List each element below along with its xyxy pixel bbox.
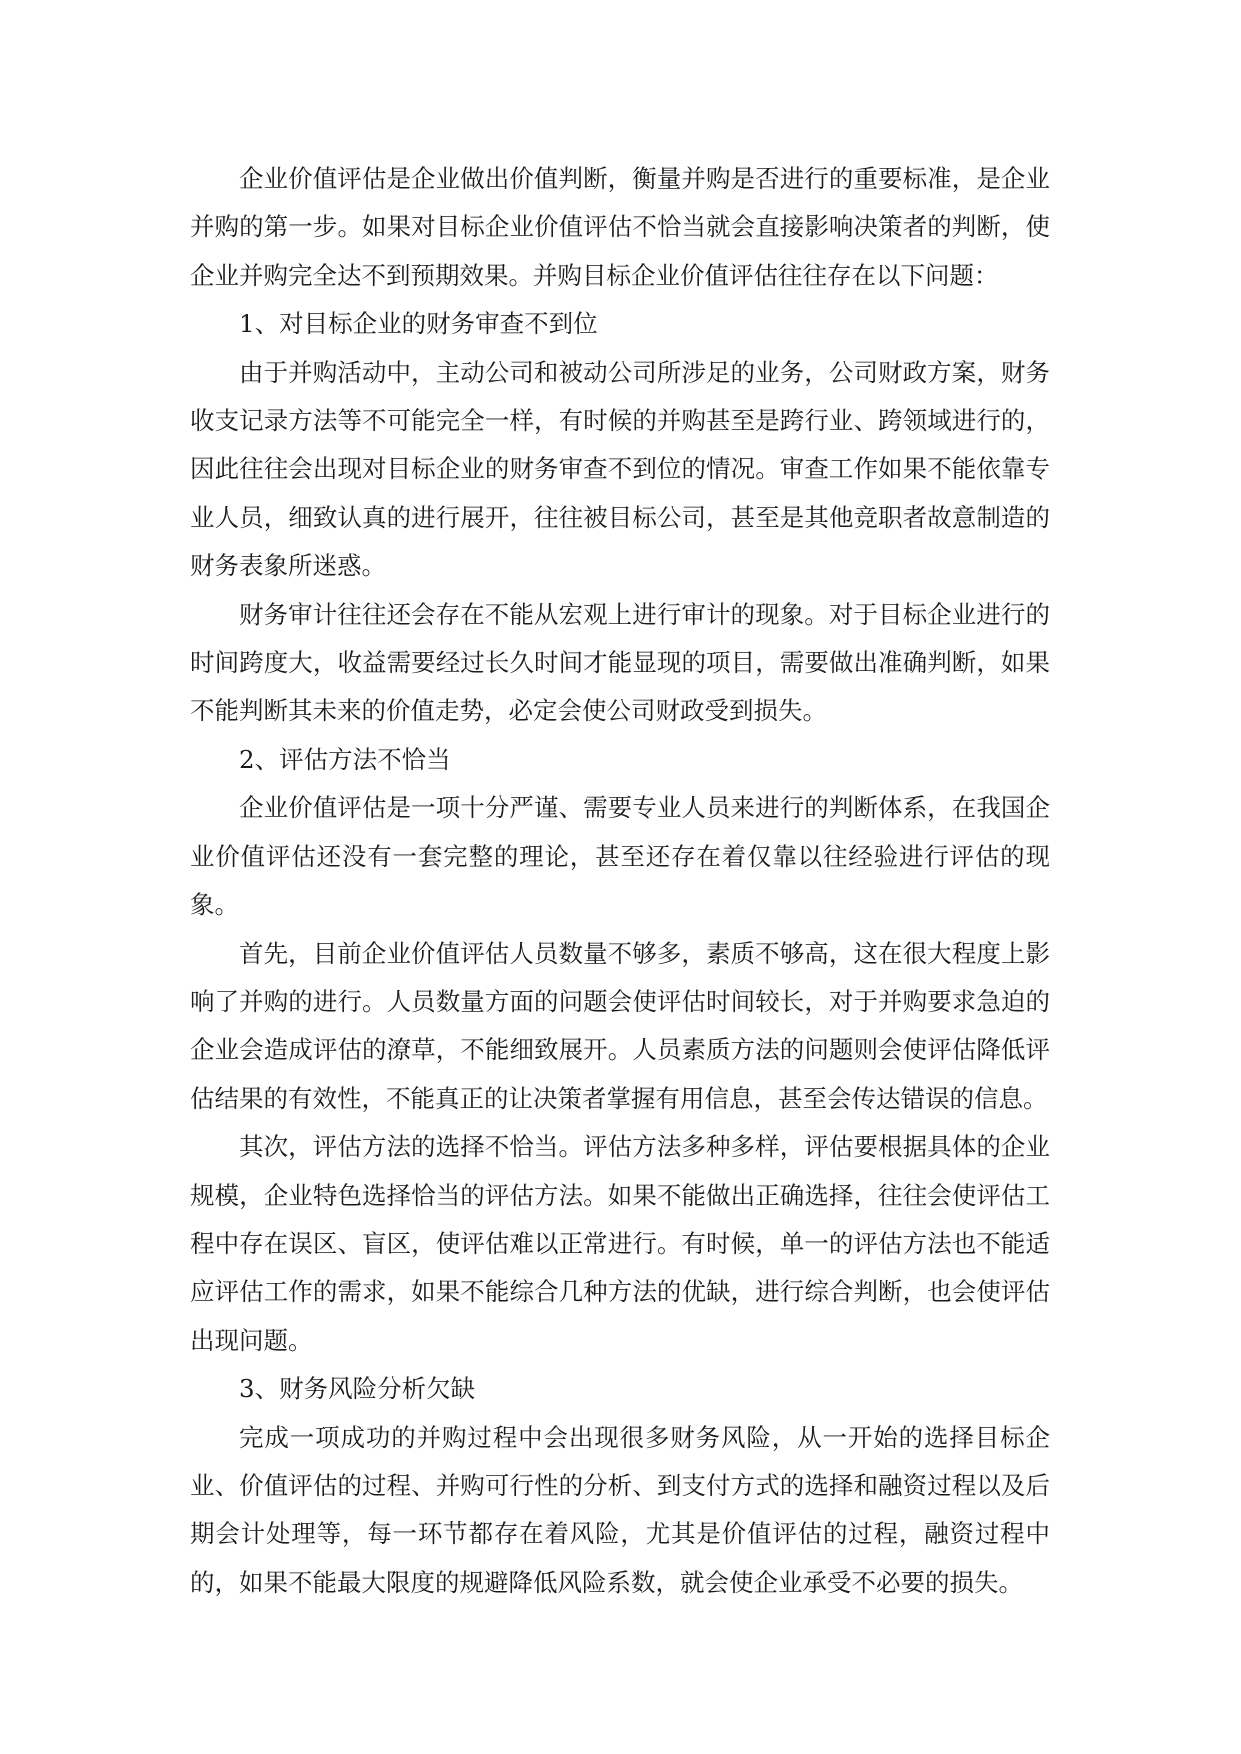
heading-financial-review: 1、对目标企业的财务审查不到位 <box>239 309 598 339</box>
paragraph-evaluation-system: 企业价值评估是一项十分严谨、需要专业人员来进行的判断体系，在我国企业价值评估还没有一套完整的理论，甚至还存在着仅靠以往经验进行评估的现象。 <box>190 793 1050 920</box>
paragraph-financial-review: 由于并购活动中，主动公司和被动公司所涉足的业务，公司财政方案，财务收支记录方法等不可能完全一样，有时候的并购甚至是跨行业、跨领域进行的，因此往往会出现对目标企业的财务审查不到位的情况。审查工作如果不能依靠专业人员，细致认真的进行展开，往往被目标公司，甚至是其他竞职者故意制造的财务表象所迷惑。 <box>190 357 1050 581</box>
document-body <box>190 155 1050 1607</box>
heading-financial-risk: 3、财务风险分析欠缺 <box>239 1374 476 1404</box>
paragraph-intro: 企业价值评估是企业做出价值判断，衡量并购是否进行的重要标准，是企业并购的第一步。如果对目标企业价值评估不恰当就会直接影响决策者的判断，使企业并购完全达不到预期效果。并购目标企业价值评估往往存在以下问题： <box>190 164 1050 290</box>
heading-evaluation-method: 2、评估方法不恰当 <box>239 744 451 774</box>
paragraph-financial-risk: 完成一项成功的并购过程中会出现很多财务风险，从一开始的选择目标企业、价值评估的过程、并购可行性的分析、到支付方式的选择和融资过程以及后期会计处理等，每一环节都存在着风险，尤其是价值评估的过程，融资过程中的，如果不能最大限度的规避降低风险系数，就会使企业承受不必要的损失。 <box>190 1422 1050 1597</box>
paragraph-financial-audit: 财务审计往往还会存在不能从宏观上进行审计的现象。对于目标企业进行的时间跨度大，收益需要经过长久时间才能显现的项目，需要做出准确判断，如果不能判断其未来的价值走势，必定会使公司财政受到损失。 <box>190 599 1050 726</box>
paragraph-method-selection: 其次，评估方法的选择不恰当。评估方法多种多样，评估要根据具体的企业规模，企业特色选择恰当的评估方法。如果不能做出正确选择，往往会使评估工程中存在误区、盲区，使评估难以正常进行。有时候，单一的评估方法也不能适应评估工作的需求，如果不能综合几种方法的优缺，进行综合判断，也会使评估出现问题。 <box>190 1132 1050 1355</box>
paragraph-personnel: 首先，目前企业价值评估人员数量不够多，素质不够高，这在很大程度上影响了并购的进行。人员数量方面的问题会使评估时间较长，对于并购要求急迫的企业会造成评估的潦草，不能细致展开。人员素质方法的问题则会使评估降低评估结果的有效性，不能真正的让决策者掌握有用信息，甚至会传达错误的信息。 <box>190 938 1050 1113</box>
